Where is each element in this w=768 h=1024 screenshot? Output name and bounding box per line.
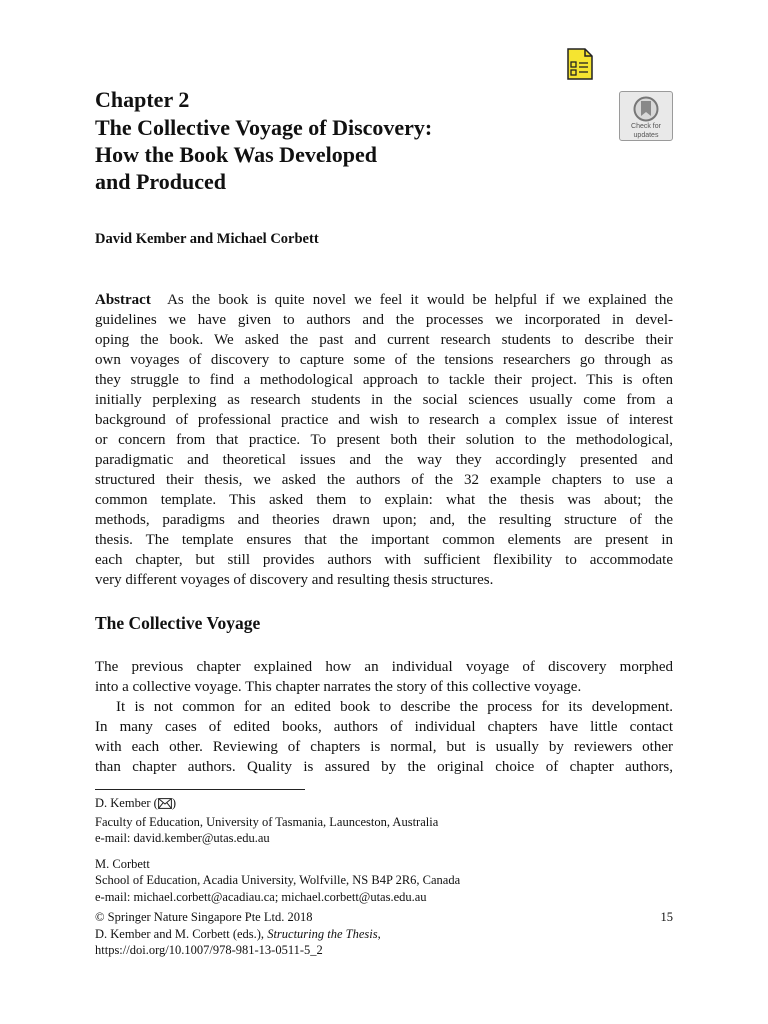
chapter-title-line: The Collective Voyage of Discovery: [95,115,433,140]
body-line: into a collective voyage. This chapter narrates the story of this collective voyage. [95,679,582,695]
section-heading: The Collective Voyage [95,613,261,633]
doi-link[interactable]: https://doi.org/10.1007/978-981-13-0511-5_2 [95,943,323,957]
corbett-affiliation: School of Education, Acadia University, Wolfville, NS B4P 2R6, Canada [95,873,461,887]
chapter-title-line: and Produced [95,169,227,194]
kember-email[interactable]: e-mail: david.kember@utas.edu.au [95,831,270,845]
abstract-line: common template. This asked them to explain: what the thesis was about; the [95,492,673,508]
badge-text-line2: updates [633,132,659,139]
envelope-icon[interactable] [158,797,172,814]
body-line: The previous chapter explained how an individual voyage of discovery morphed [95,659,673,675]
abstract-line: thesis. The template ensures that the important common elements are present in [95,532,673,548]
footnote-divider [95,789,305,790]
check-for-updates-badge[interactable] [619,91,673,141]
abstract-line: guidelines we have given to authors and the processes we incorporated in devel- [95,312,673,328]
book-citation: D. Kember and M. Corbett (eds.), Structuring the Thesis, [95,926,381,941]
abstract-line: very different voyages of discovery and resulting thesis structures. [95,572,494,588]
note-icon[interactable] [566,48,594,80]
copyright: © Springer Nature Singapore Pte Ltd. 2018 [95,910,313,924]
abstract-line: they struggle to find a methodological approach to tackle their project. This is often [95,372,673,388]
book-title: Structuring the Thesis [267,926,378,941]
body-line: In many cases of edited books, authors of individual chapters have little contact [95,719,673,735]
abstract-line: initially perplexing as research students in the social sciences usually come from a [95,392,673,408]
abstract [95,290,673,590]
page-footer [95,909,673,959]
kember-name: D. Kember ( ) [95,795,673,814]
crossmark-icon [633,96,659,122]
badge-text-line1: Check for [631,123,661,130]
abstract-line: methods, paradigms and theories drawn upon; and, the resulting structure of the [95,512,673,528]
chapter-title [95,114,575,195]
authors: David Kember and Michael Corbett [95,231,319,247]
abstract-line: structured their thesis, we asked the authors of the 32 example chapters to use a [95,472,673,488]
abstract-line: paradigmatic and theoretical issues and the way they accordingly presented and [95,452,673,468]
abstract-line: Abstract As the book is quite novel we feel it would be helpful if we explained the [95,292,673,308]
author-footnotes [95,795,673,905]
section-body [95,657,673,777]
kember-affiliation: Faculty of Education, University of Tasmania, Launceston, Australia [95,814,439,829]
abstract-label: Abstract [95,292,151,308]
chapter-title-line: How the Book Was Developed [95,142,377,167]
abstract-line: or concern from that practice. To present both their solution to the methodological, [95,432,673,448]
corbett-name: M. Corbett [95,856,150,871]
abstract-line: background of professional practice and wish to research a complex issue of interest [95,412,673,428]
chapter-label: Chapter 2 [95,87,190,112]
abstract-line: each chapter, but still provides authors with sufficient flexibility to accommodate [95,552,673,568]
abstract-line: own voyages of discovery to capture some of the tensions researchers go through as [95,352,673,368]
body-line: with each other. Reviewing of chapters is normal, but is usually by reviewers other [95,739,673,755]
body-line: It is not common for an edited book to describe the process for its development. [116,699,673,715]
abstract-line: oping the book. We asked the past and current research students to describe their [95,332,673,348]
page-number: 15 [660,910,673,924]
corbett-email[interactable]: e-mail: michael.corbett@acadiau.ca; michael.corbett@utas.edu.au [95,889,427,904]
body-line: than chapter authors. Quality is assured by the original choice of chapter authors, [95,759,673,775]
